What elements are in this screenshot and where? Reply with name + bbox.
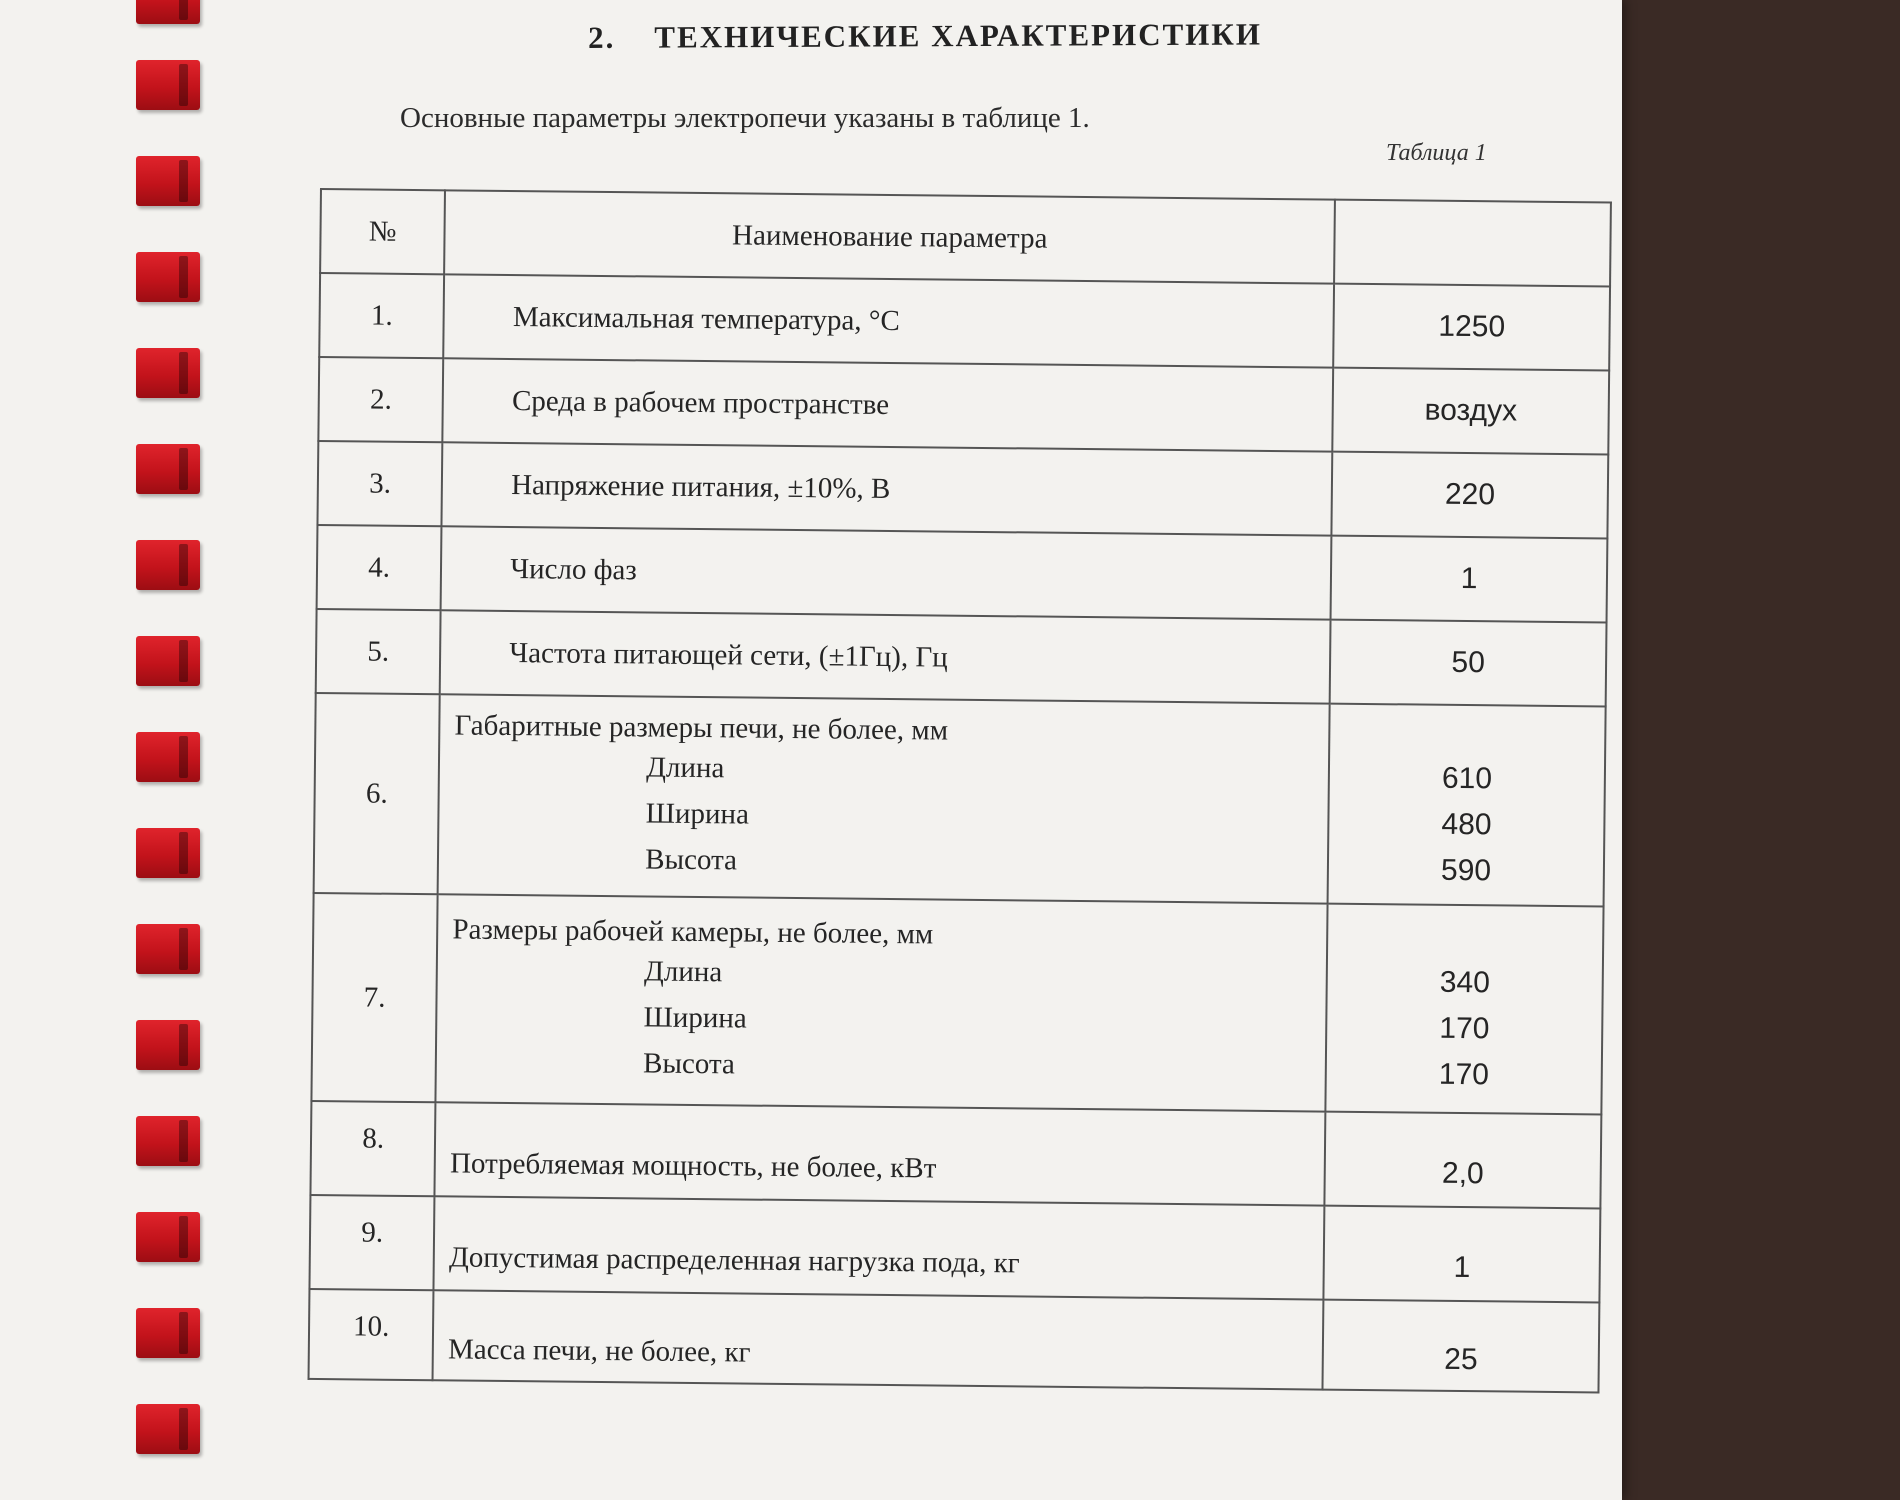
binding-ring xyxy=(136,1020,200,1070)
parameter-value: 2,0 xyxy=(1325,1112,1602,1209)
parameter-group xyxy=(436,894,1328,1111)
table-row xyxy=(317,441,1608,539)
binding-ring xyxy=(136,1116,200,1166)
parameter-name: Габаритные размеры печи, не более, мм xyxy=(454,708,949,747)
binding-ring xyxy=(136,1308,200,1358)
row-number: 6. xyxy=(314,693,440,894)
table-row xyxy=(319,273,1610,371)
row-number: 1. xyxy=(319,273,444,358)
parameter-value: воздух xyxy=(1333,368,1610,455)
sub-parameter-label: Длина xyxy=(643,954,723,988)
binding-ring xyxy=(136,252,200,302)
parameter-value: 1250 xyxy=(1333,284,1610,371)
parameter-value: 50 xyxy=(1330,620,1607,707)
table-row xyxy=(314,693,1606,906)
parameter-name: Допустимая распределенная нагрузка пода, кг xyxy=(434,1196,1325,1299)
sub-parameter-value: 480 xyxy=(1441,807,1492,842)
row-number: 3. xyxy=(317,441,442,526)
binding-ring xyxy=(136,156,200,206)
table-row xyxy=(316,609,1607,707)
parameter-name: Максимальная температура, °С xyxy=(443,274,1334,367)
row-number: 2. xyxy=(318,357,443,442)
parameters-table xyxy=(308,188,1612,1393)
parameter-value: 25 xyxy=(1323,1300,1600,1393)
parameter-values xyxy=(1326,904,1604,1115)
sub-parameter-label: Высота xyxy=(642,1046,736,1080)
parameter-name: Частота питающей сети, (±1Гц), Гц xyxy=(440,610,1331,703)
parameter-name: Размеры рабочей камеры, не более, мм xyxy=(452,912,934,950)
sub-parameter-value: 170 xyxy=(1439,1011,1490,1046)
intro-text: Основные параметры электропечи указаны в таблице 1. xyxy=(400,102,1090,134)
binding-ring xyxy=(136,0,200,24)
row-number: 7. xyxy=(311,893,437,1102)
row-number: 8. xyxy=(310,1101,435,1196)
table-row xyxy=(318,357,1609,455)
table-row xyxy=(309,1195,1600,1303)
parameter-name: Масса печи, не более, кг xyxy=(433,1290,1324,1389)
binding-ring xyxy=(136,924,200,974)
table-header-row xyxy=(320,189,1611,287)
table-row xyxy=(310,1101,1601,1209)
row-number: 5. xyxy=(316,609,441,694)
binding-ring xyxy=(136,1212,200,1262)
binding-ring xyxy=(136,348,200,398)
parameter-value: 1 xyxy=(1324,1206,1601,1303)
row-number: 10. xyxy=(309,1289,434,1380)
binding-ring xyxy=(136,732,200,782)
sub-parameter-value: 590 xyxy=(1440,853,1492,888)
sub-parameter-value: 340 xyxy=(1439,965,1491,1000)
parameter-value: 1 xyxy=(1331,536,1608,623)
spiral-binding xyxy=(136,0,206,1500)
parameter-values xyxy=(1328,704,1606,907)
row-number: 4. xyxy=(317,525,442,610)
sub-parameter-label: Длина xyxy=(646,750,725,784)
row-number: 9. xyxy=(309,1195,434,1290)
parameter-name: Число фаз xyxy=(441,526,1332,619)
sub-parameter-label: Ширина xyxy=(643,1000,747,1035)
sub-parameter-label: Высота xyxy=(645,842,738,876)
section-heading xyxy=(588,16,1262,56)
binding-ring xyxy=(136,1404,200,1454)
header-name: Наименование параметра xyxy=(444,190,1335,283)
binding-ring xyxy=(136,444,200,494)
header-num: № xyxy=(320,189,445,274)
section-number: 2. xyxy=(588,19,616,55)
sub-parameter-value: 170 xyxy=(1438,1057,1490,1092)
header-value xyxy=(1334,200,1611,287)
table-row xyxy=(317,525,1608,623)
binding-ring xyxy=(136,636,200,686)
parameter-name: Среда в рабочем пространстве xyxy=(443,358,1334,451)
sub-parameter-value: 610 xyxy=(1441,761,1493,796)
parameter-group xyxy=(438,694,1330,903)
section-title: ТЕХНИЧЕСКИЕ ХАРАКТЕРИСТИКИ xyxy=(654,16,1263,55)
binding-ring xyxy=(136,540,200,590)
parameter-value: 220 xyxy=(1332,452,1609,539)
table-row xyxy=(311,893,1603,1114)
binding-ring xyxy=(136,828,200,878)
sub-parameter-label: Ширина xyxy=(645,796,750,831)
parameter-name: Напряжение питания, ±10%, В xyxy=(442,442,1333,535)
table-caption: Таблица 1 xyxy=(1386,140,1487,166)
parameter-name: Потребляемая мощность, не более, кВт xyxy=(435,1102,1326,1205)
table-row xyxy=(309,1289,1600,1393)
binding-ring xyxy=(136,60,200,110)
